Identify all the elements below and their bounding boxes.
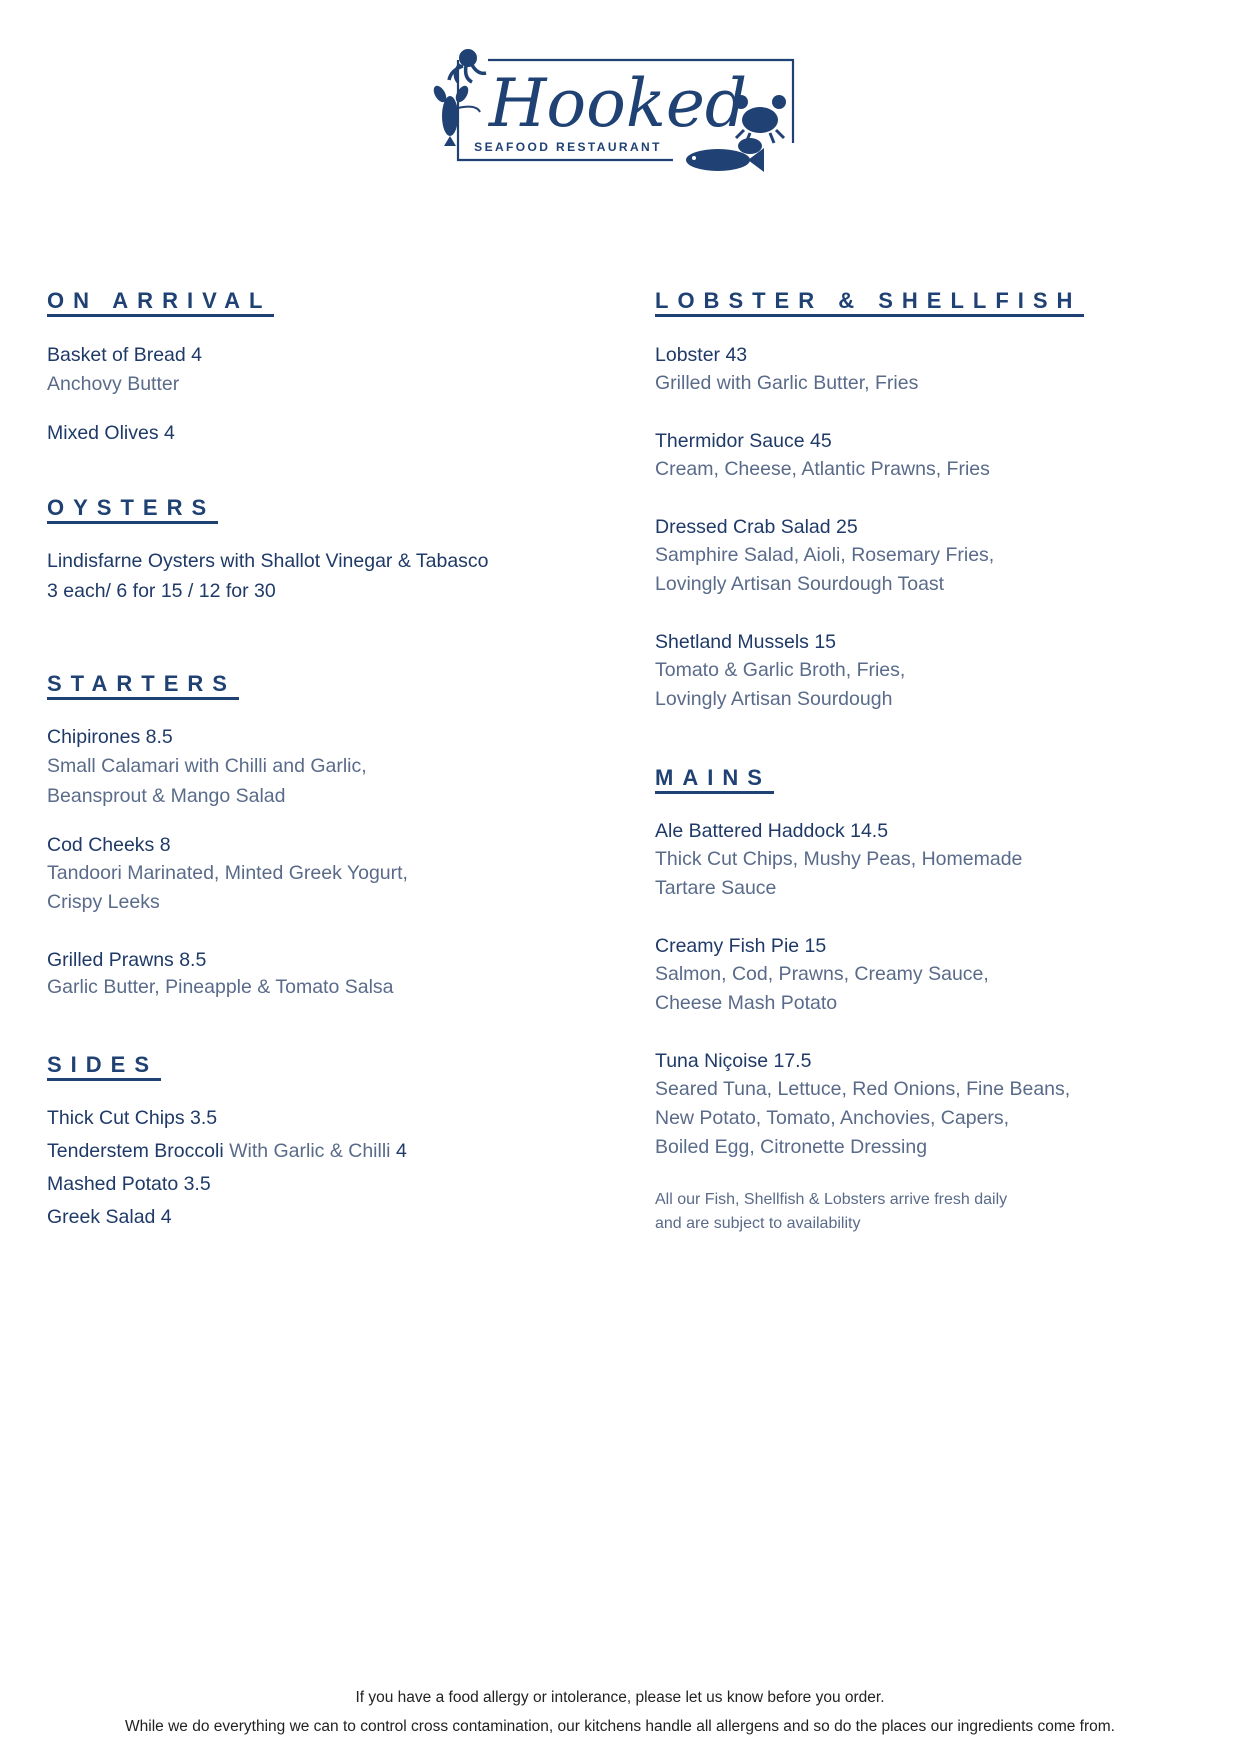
- restaurant-logo: [428, 38, 826, 198]
- octopus-icon: [449, 49, 486, 82]
- menu-item-name: Basket of Bread 4: [47, 344, 203, 366]
- menu-item-description: Thick Cut Chips, Mushy Peas, Homemade: [655, 848, 1023, 870]
- menu-item-name: Cod Cheeks 8: [47, 834, 171, 856]
- menu-item-description: Samphire Salad, Aioli, Rosemary Fries,: [655, 544, 995, 566]
- menu-item-description: Cheese Mash Potato: [655, 992, 838, 1014]
- section-heading-lobster-shellfish: LOBSTER & SHELLFISH: [655, 288, 1084, 317]
- menu-item-name: Tuna Niçoise 17.5: [655, 1050, 812, 1072]
- availability-note: All our Fish, Shellfish & Lobsters arrive fresh daily: [655, 1191, 1008, 1208]
- menu-item-description: Grilled with Garlic Butter, Fries: [655, 372, 919, 394]
- menu-item-description: Anchovy Butter: [47, 373, 180, 395]
- menu-item-name: Thermidor Sauce 45: [655, 430, 832, 452]
- menu-item-name: Lindisfarne Oysters with Shallot Vinegar & Tabasco: [47, 550, 489, 572]
- menu-item-name: Mashed Potato 3.5: [47, 1173, 211, 1195]
- menu-item-description: Lovingly Artisan Sourdough: [655, 688, 893, 710]
- menu-item-description: Beansprout & Mango Salad: [47, 785, 286, 807]
- menu-item-description: Lovingly Artisan Sourdough Toast: [655, 573, 945, 595]
- lobster-icon: [431, 84, 480, 146]
- section-heading-mains: MAINS: [655, 765, 774, 794]
- menu-item-name: Greek Salad 4: [47, 1206, 172, 1228]
- availability-note: and are subject to availability: [655, 1215, 861, 1232]
- menu-item-name: Grilled Prawns 8.5: [47, 949, 207, 971]
- side-name: Tenderstem Broccoli: [47, 1140, 224, 1162]
- menu-item-name: Creamy Fish Pie 15: [655, 935, 827, 957]
- section-heading-oysters: OYSTERS: [47, 495, 218, 524]
- allergy-notice: If you have a food allergy or intolerance, please let us know before you order.: [355, 1689, 885, 1706]
- menu-item-description: Boiled Egg, Citronette Dressing: [655, 1136, 928, 1158]
- menu-item-name: Lobster 43: [655, 344, 748, 366]
- menu-item-description: Crispy Leeks: [47, 891, 160, 913]
- menu-item-description: New Potato, Tomato, Anchovies, Capers,: [655, 1107, 1010, 1129]
- brand-tagline: SEAFOOD RESTAURANT: [474, 140, 662, 154]
- menu-item-description: Tandoori Marinated, Minted Greek Yogurt,: [47, 862, 408, 884]
- menu-item-description: Seared Tuna, Lettuce, Red Onions, Fine Beans,: [655, 1078, 1071, 1100]
- side-price: 4: [395, 1140, 407, 1162]
- menu-item-name: [47, 1136, 407, 1166]
- section-heading-on-arrival: ON ARRIVAL: [47, 288, 274, 317]
- brand-wordmark: Hooked: [488, 65, 748, 142]
- menu-item-name: Mixed Olives 4: [47, 422, 175, 444]
- menu-item-description: Garlic Butter, Pineapple & Tomato Salsa: [47, 976, 394, 998]
- section-heading-sides: SIDES: [47, 1052, 161, 1081]
- menu-item-description: Small Calamari with Chilli and Garlic,: [47, 755, 367, 777]
- section-heading-starters: STARTERS: [47, 671, 239, 700]
- menu-item-price-line: 3 each/ 6 for 15 / 12 for 30: [47, 580, 276, 602]
- menu-item-description: Cream, Cheese, Atlantic Prawns, Fries: [655, 458, 990, 480]
- menu-item-name: Thick Cut Chips 3.5: [47, 1107, 218, 1129]
- menu-item-name: Dressed Crab Salad 25: [655, 516, 858, 538]
- menu-item-name: Shetland Mussels 15: [655, 631, 837, 653]
- menu-item-name: Chipirones 8.5: [47, 726, 173, 748]
- menu-item-description: Tomato & Garlic Broth, Fries,: [655, 659, 906, 681]
- side-description: With Garlic & Chilli: [229, 1140, 391, 1162]
- cross-contamination-notice: While we do everything we can to control cross contamination, our kitchens handle all allergens and so do the places our ingredients come from.: [125, 1718, 1115, 1735]
- menu-item-name: Ale Battered Haddock 14.5: [655, 820, 889, 842]
- menu-item-description: Salmon, Cod, Prawns, Creamy Sauce,: [655, 963, 989, 985]
- menu-item-description: Tartare Sauce: [655, 877, 777, 899]
- logo-graphic: [428, 38, 826, 198]
